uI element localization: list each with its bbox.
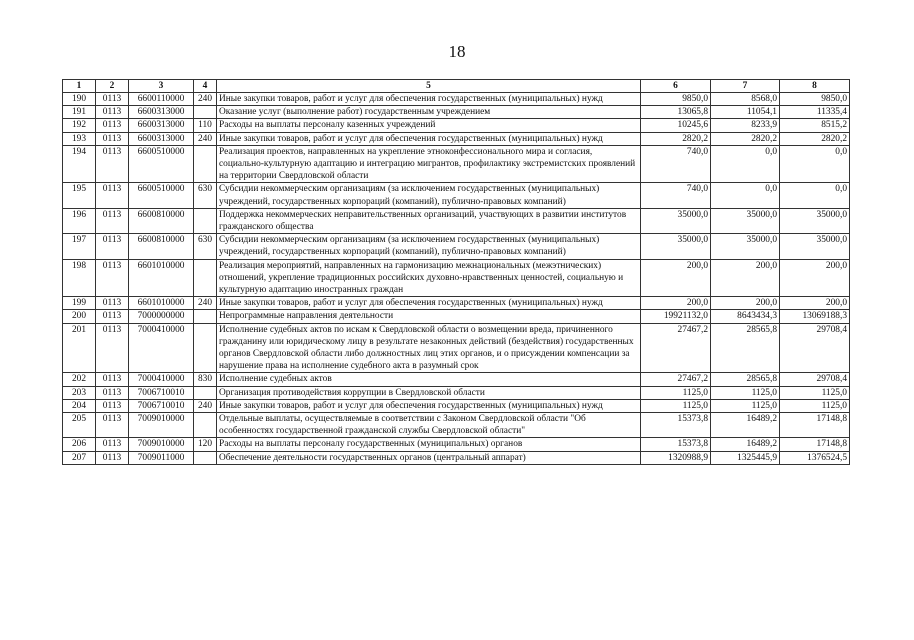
table-row [63,106,850,119]
column-header: 4 [194,80,217,93]
amount-col7-cell: 1125,0 [711,399,780,412]
amount-col7-cell: 28565,8 [711,323,780,373]
column-header: 8 [780,80,850,93]
expense-type-cell [194,310,217,323]
table-row [63,310,850,323]
target-article-cell: 6600313000 [129,132,194,145]
section-code-cell: 0113 [96,386,129,399]
expense-type-cell [194,451,217,464]
row-number-cell: 190 [63,93,96,106]
row-number-cell: 194 [63,145,96,183]
amount-col6-cell: 35000,0 [641,234,711,259]
amount-col8-cell: 11335,4 [780,106,850,119]
expense-type-cell: 630 [194,183,217,208]
table-row [63,413,850,438]
amount-col6-cell: 15373,8 [641,413,711,438]
section-code-cell: 0113 [96,297,129,310]
expense-type-cell [194,323,217,373]
item-name-cell: Иные закупки товаров, работ и услуг для обеспечения государственных (муниципальных) нужд [217,132,641,145]
row-number-cell: 192 [63,119,96,132]
expense-type-cell [194,208,217,233]
section-code-cell: 0113 [96,399,129,412]
amount-col6-cell: 15373,8 [641,438,711,451]
amount-col7-cell: 0,0 [711,183,780,208]
table-row [63,297,850,310]
item-name-cell: Иные закупки товаров, работ и услуг для обеспечения государственных (муниципальных) нужд [217,399,641,412]
item-name-cell: Непрограммные направления деятельности [217,310,641,323]
amount-col7-cell: 35000,0 [711,234,780,259]
section-code-cell: 0113 [96,234,129,259]
table-row [63,208,850,233]
amount-col6-cell: 1125,0 [641,386,711,399]
amount-col6-cell: 19921132,0 [641,310,711,323]
expense-type-cell: 240 [194,297,217,310]
amount-col8-cell: 0,0 [780,183,850,208]
item-name-cell: Обеспечение деятельности государственных органов (центральный аппарат) [217,451,641,464]
column-header: 3 [129,80,194,93]
amount-col7-cell: 35000,0 [711,208,780,233]
row-number-cell: 205 [63,413,96,438]
page-number: 18 [448,42,466,61]
target-article-cell: 6600110000 [129,93,194,106]
section-code-cell: 0113 [96,373,129,386]
section-code-cell: 0113 [96,413,129,438]
target-article-cell: 6601010000 [129,297,194,310]
row-number-cell: 204 [63,399,96,412]
row-number-cell: 196 [63,208,96,233]
row-number-cell: 202 [63,373,96,386]
target-article-cell: 7000410000 [129,323,194,373]
amount-col8-cell: 29708,4 [780,373,850,386]
item-name-cell: Реализация мероприятий, направленных на гармонизацию межнациональных (межэтнических) отношений, укрепление традиционных российских духовно-нравственных ценностей, социальную и культурную адаптацию иностранных граждан [217,259,641,297]
row-number-cell: 207 [63,451,96,464]
amount-col7-cell: 8233,9 [711,119,780,132]
amount-col6-cell: 1320988,9 [641,451,711,464]
item-name-cell: Расходы на выплаты персоналу казенных учреждений [217,119,641,132]
item-name-cell: Иные закупки товаров, работ и услуг для обеспечения государственных (муниципальных) нужд [217,93,641,106]
expense-type-cell: 240 [194,399,217,412]
table-row [63,323,850,373]
expense-type-cell: 830 [194,373,217,386]
item-name-cell: Расходы на выплаты персоналу государственных (муниципальных) органов [217,438,641,451]
table-row [63,145,850,183]
item-name-cell: Субсидии некоммерческим организациям (за исключением государственных (муниципальных) учреждений, государственных корпораций (компаний), публично-правовых компаний) [217,234,641,259]
section-code-cell: 0113 [96,259,129,297]
section-code-cell: 0113 [96,145,129,183]
amount-col7-cell: 8568,0 [711,93,780,106]
target-article-cell: 7009011000 [129,451,194,464]
budget-table [62,79,850,465]
amount-col6-cell: 740,0 [641,183,711,208]
target-article-cell: 7006710010 [129,386,194,399]
column-header: 2 [96,80,129,93]
row-number-cell: 197 [63,234,96,259]
item-name-cell: Иные закупки товаров, работ и услуг для обеспечения государственных (муниципальных) нужд [217,297,641,310]
item-name-cell: Оказание услуг (выполнение работ) государственным учреждением [217,106,641,119]
item-name-cell: Субсидии некоммерческим организациям (за исключением государственных (муниципальных) учреждений, государственных корпораций (компаний), публично-правовых компаний) [217,183,641,208]
target-article-cell: 6600313000 [129,106,194,119]
amount-col6-cell: 200,0 [641,259,711,297]
target-article-cell: 7009010000 [129,438,194,451]
amount-col8-cell: 0,0 [780,145,850,183]
expense-type-cell [194,259,217,297]
expense-type-cell: 120 [194,438,217,451]
expense-type-cell [194,386,217,399]
table-row [63,259,850,297]
section-code-cell: 0113 [96,323,129,373]
table-row [63,438,850,451]
item-name-cell: Отдельные выплаты, осуществляемые в соответствии с Законом Свердловской области "Об особенностях государственной гражданской службы Свердловской области" [217,413,641,438]
table-body [63,93,850,465]
amount-col7-cell: 28565,8 [711,373,780,386]
amount-col8-cell: 1125,0 [780,386,850,399]
target-article-cell: 6600510000 [129,145,194,183]
section-code-cell: 0113 [96,93,129,106]
target-article-cell: 6600810000 [129,208,194,233]
amount-col8-cell: 13069188,3 [780,310,850,323]
column-header: 7 [711,80,780,93]
column-header: 5 [217,80,641,93]
amount-col6-cell: 10245,6 [641,119,711,132]
amount-col6-cell: 35000,0 [641,208,711,233]
item-name-cell: Исполнение судебных актов по искам к Свердловской области о возмещении вреда, причиненного гражданину или юридическому лицу в результате незаконных действий (бездействия) государственных органов Свердловской области либо должностных лиц этих органов, и о присуждении компенсации за нарушение права на исполнение судебного акта в разумный срок [217,323,641,373]
amount-col7-cell: 2820,2 [711,132,780,145]
expense-type-cell: 110 [194,119,217,132]
section-code-cell: 0113 [96,208,129,233]
row-number-cell: 198 [63,259,96,297]
row-number-cell: 191 [63,106,96,119]
table-row [63,93,850,106]
item-name-cell: Поддержка некоммерческих неправительственных организаций, участвующих в развитии институтов гражданского общества [217,208,641,233]
section-code-cell: 0113 [96,106,129,119]
table-row [63,183,850,208]
amount-col6-cell: 740,0 [641,145,711,183]
amount-col7-cell: 11054,1 [711,106,780,119]
expense-type-cell [194,413,217,438]
amount-col8-cell: 200,0 [780,259,850,297]
amount-col7-cell: 16489,2 [711,413,780,438]
item-name-cell: Организация противодействия коррупции в Свердловской области [217,386,641,399]
row-number-cell: 193 [63,132,96,145]
expense-type-cell: 240 [194,93,217,106]
expense-type-cell [194,106,217,119]
row-number-cell: 206 [63,438,96,451]
table-row [63,234,850,259]
amount-col6-cell: 27467,2 [641,323,711,373]
expense-type-cell: 630 [194,234,217,259]
row-number-cell: 199 [63,297,96,310]
table-row [63,132,850,145]
column-header: 6 [641,80,711,93]
amount-col8-cell: 9850,0 [780,93,850,106]
target-article-cell: 6600313000 [129,119,194,132]
table-row [63,386,850,399]
target-article-cell: 7006710010 [129,399,194,412]
amount-col7-cell: 1125,0 [711,386,780,399]
amount-col8-cell: 35000,0 [780,234,850,259]
expense-type-cell: 240 [194,132,217,145]
amount-col8-cell: 1376524,5 [780,451,850,464]
row-number-cell: 203 [63,386,96,399]
amount-col8-cell: 17148,8 [780,413,850,438]
amount-col6-cell: 27467,2 [641,373,711,386]
amount-col7-cell: 1325445,9 [711,451,780,464]
amount-col8-cell: 35000,0 [780,208,850,233]
section-code-cell: 0113 [96,183,129,208]
amount-col6-cell: 2820,2 [641,132,711,145]
amount-col7-cell: 8643434,3 [711,310,780,323]
table-row [63,119,850,132]
expense-type-cell [194,145,217,183]
section-code-cell: 0113 [96,310,129,323]
target-article-cell: 6600510000 [129,183,194,208]
table-header-row [63,80,850,93]
item-name-cell: Исполнение судебных актов [217,373,641,386]
section-code-cell: 0113 [96,438,129,451]
amount-col8-cell: 1125,0 [780,399,850,412]
amount-col6-cell: 200,0 [641,297,711,310]
section-code-cell: 0113 [96,132,129,145]
target-article-cell: 6600810000 [129,234,194,259]
amount-col6-cell: 1125,0 [641,399,711,412]
table-row [63,373,850,386]
column-header: 1 [63,80,96,93]
row-number-cell: 195 [63,183,96,208]
section-code-cell: 0113 [96,119,129,132]
table-row [63,451,850,464]
amount-col7-cell: 16489,2 [711,438,780,451]
amount-col8-cell: 8515,2 [780,119,850,132]
row-number-cell: 201 [63,323,96,373]
table-row [63,399,850,412]
section-code-cell: 0113 [96,451,129,464]
amount-col8-cell: 200,0 [780,297,850,310]
amount-col7-cell: 200,0 [711,297,780,310]
amount-col8-cell: 29708,4 [780,323,850,373]
amount-col6-cell: 9850,0 [641,93,711,106]
target-article-cell: 6601010000 [129,259,194,297]
item-name-cell: Реализация проектов, направленных на укрепление этноконфессионального мира и согласия, социально-культурную адаптацию и интеграцию мигрантов, профилактику экстремистских проявлений на территории Свердловской области [217,145,641,183]
row-number-cell: 200 [63,310,96,323]
target-article-cell: 7000410000 [129,373,194,386]
target-article-cell: 7009010000 [129,413,194,438]
amount-col6-cell: 13065,8 [641,106,711,119]
target-article-cell: 7000000000 [129,310,194,323]
amount-col8-cell: 2820,2 [780,132,850,145]
amount-col7-cell: 0,0 [711,145,780,183]
amount-col8-cell: 17148,8 [780,438,850,451]
amount-col7-cell: 200,0 [711,259,780,297]
